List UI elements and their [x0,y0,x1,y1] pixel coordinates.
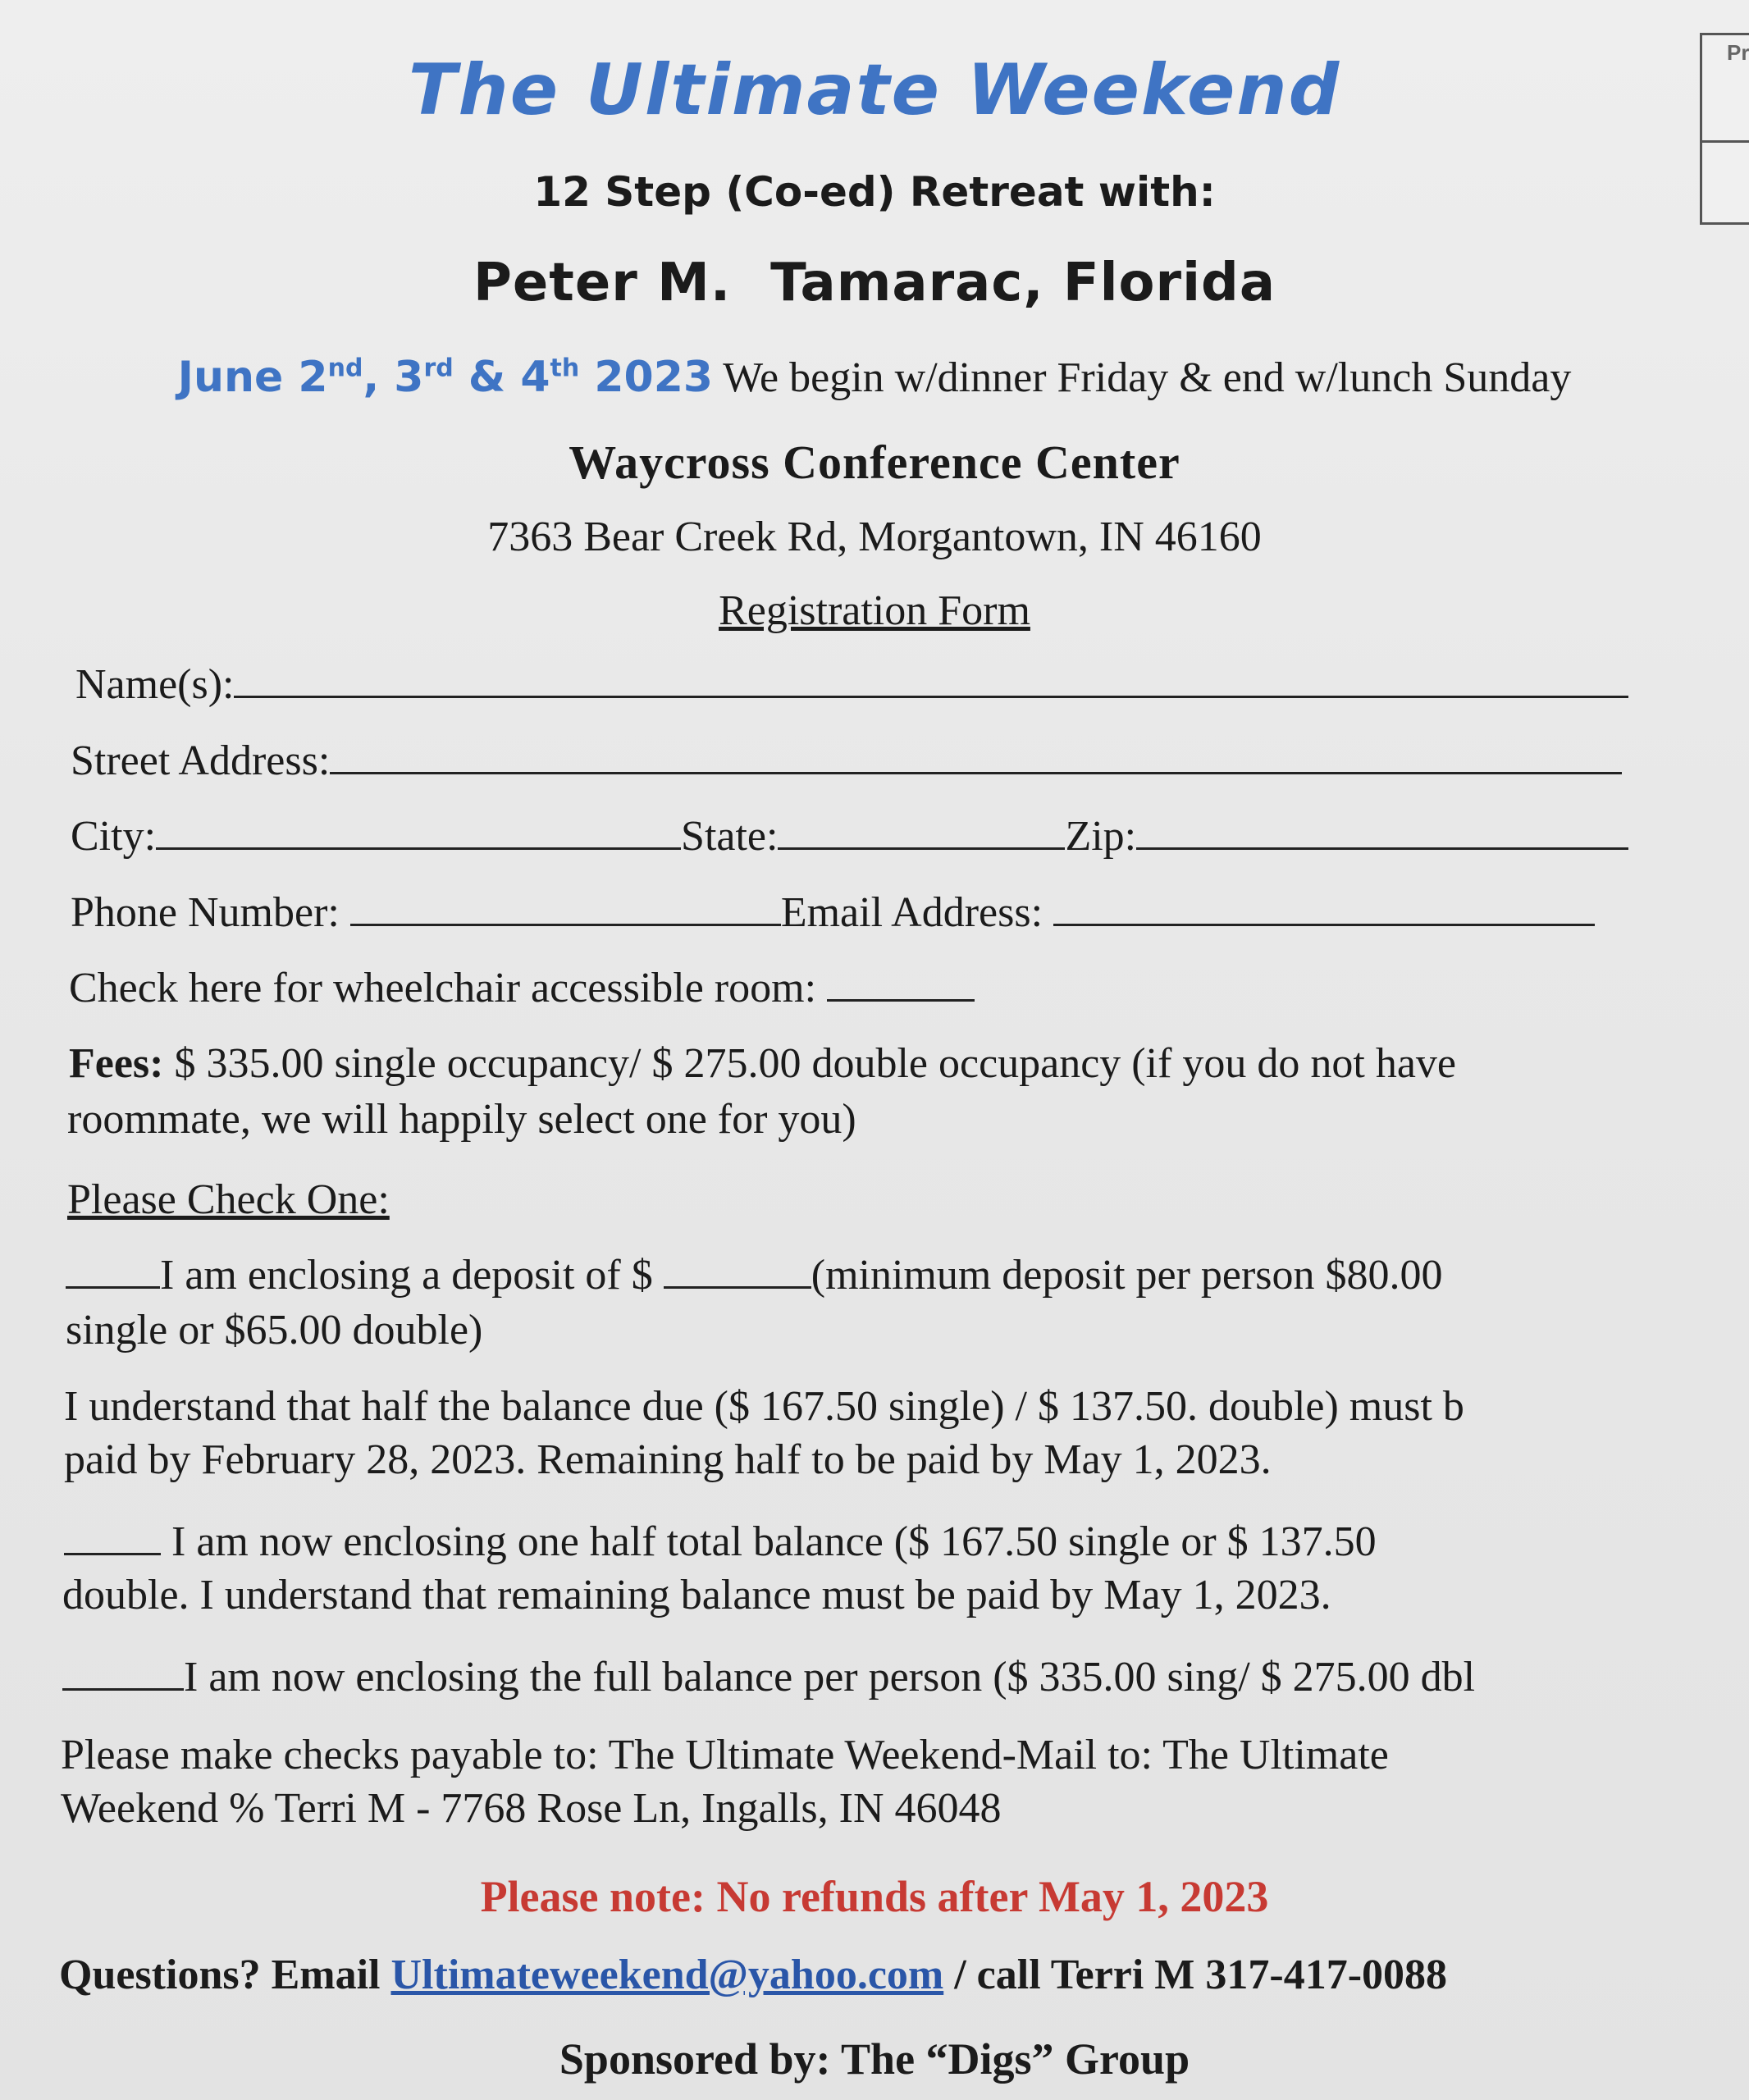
half-option-line-2: double. I understand that remaining balance must be paid by May 1, 2023. [62,1572,1331,1618]
speaker-location: Tamarac, Florida [770,253,1276,313]
city-state-zip-row [71,812,1628,861]
deposit-option-line-1: I am enclosing a deposit of $ (minimum deposit per person $80.00 [66,1251,1443,1300]
city-label: City: [71,813,157,860]
venue-address: 7363 Bear Creek Rd, Morgantown, IN 46160 [487,514,1262,560]
half-balance-checkbox[interactable] [64,1520,161,1555]
event-dates [0,353,1749,402]
phone-email-row [71,888,1595,938]
half-option-line-1: I am now enclosing one half total balance ($ 167.50 single or $ 137.50 [64,1518,1377,1567]
full-option-line: I am now enclosing the full balance per person ($ 335.00 sing/ $ 275.00 dbl [62,1653,1475,1702]
contact-email-link[interactable]: Ultimateweekend@yahoo.com [390,1952,944,1998]
street-field[interactable] [330,739,1622,774]
street-row [71,737,1622,786]
understand-line-1: I understand that half the balance due ($ 167.50 single) / $ 137.50. double) must b [64,1383,1464,1430]
page-title: The Ultimate Weekend [408,49,1341,131]
speaker-name: Peter M. [473,253,732,313]
zip-field[interactable] [1136,815,1628,850]
retreat-subtitle: 12 Step (Co-ed) Retreat with: [533,168,1216,216]
form-title: Registration Form [719,587,1030,634]
speaker-line [0,253,1749,313]
check-one-heading: Please Check One: [67,1176,390,1223]
fees-line-2: roommate, we will happily select one for you) [67,1096,856,1143]
payment-line-1: Please make checks payable to: The Ultimate Weekend-Mail to: The Ultimate [61,1732,1389,1778]
wheelchair-checkbox[interactable] [827,966,975,1002]
email-field[interactable] [1053,891,1595,926]
state-field[interactable] [778,815,1065,850]
corner-text: Pr [1727,40,1749,65]
questions-line: Questions? Email Ultimateweekend@yahoo.com / call Terri M 317-417-0088 [59,1952,1448,1998]
state-label: State: [681,813,779,860]
fees-label: Fees: [69,1040,164,1087]
schedule-text: We begin w/dinner Friday & end w/lunch Sunday [723,354,1572,401]
phone-label: Phone Number: [71,889,340,936]
city-field[interactable] [156,815,681,850]
date-range: June 2nd, 3rd & 4th 2023 [177,353,714,402]
full-balance-checkbox[interactable] [62,1655,184,1691]
sponsor-line: Sponsored by: The “Digs” Group [559,2034,1190,2084]
names-row [75,660,1628,710]
corner-divider [1702,140,1749,143]
deposit-amount-field[interactable] [664,1253,811,1289]
deposit-checkbox[interactable] [66,1253,160,1289]
email-label: Email Address: [780,889,1043,936]
fees-line-1: Fees: $ 335.00 single occupancy/ $ 275.00 double occupancy (if you do not have [69,1040,1456,1087]
street-label: Street Address: [71,737,331,784]
names-label: Name(s): [75,661,235,708]
understand-line-2: paid by February 28, 2023. Remaining half to be paid by May 1, 2023. [64,1436,1272,1483]
wheelchair-label: Check here for wheelchair accessible room: [69,965,817,1011]
payment-line-2: Weekend % Terri M - 7768 Rose Ln, Ingalls, IN 46048 [61,1785,1002,1832]
venue-name: Waycross Conference Center [569,436,1180,489]
refund-note: Please note: No refunds after May 1, 2023 [480,1872,1269,1921]
names-field[interactable] [234,663,1628,698]
deposit-option-line-2: single or $65.00 double) [66,1307,483,1354]
wheelchair-row [69,964,975,1013]
phone-field[interactable] [350,891,781,926]
zip-label: Zip: [1065,813,1137,860]
